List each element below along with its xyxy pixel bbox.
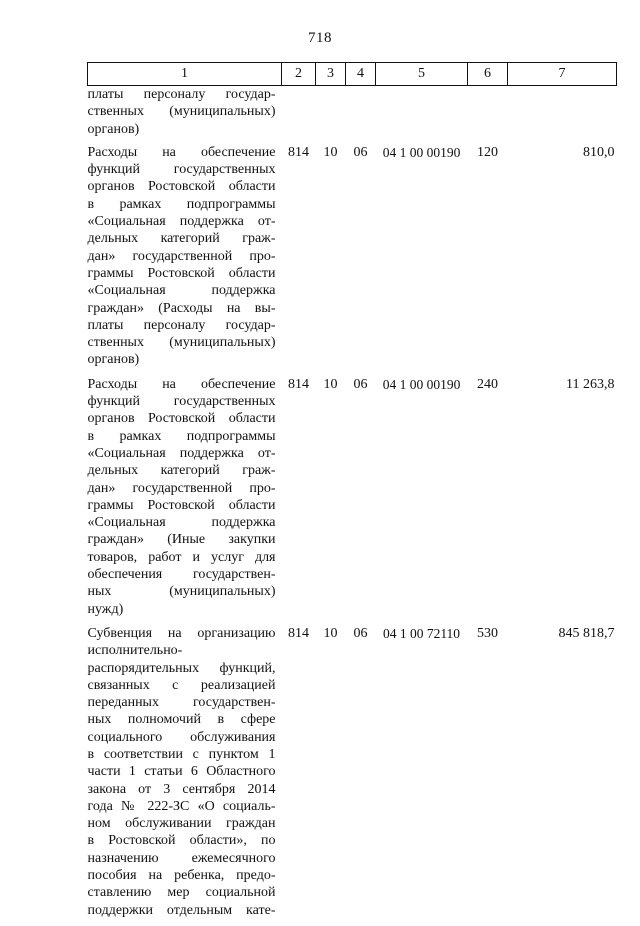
description-line: «Социальная поддержка от- — [87, 214, 276, 230]
description-line: назначению ежемесячного — [87, 850, 276, 866]
admin-code-cell: 814 — [288, 376, 309, 392]
page-number: 718 — [308, 30, 332, 46]
description-line: года № 222-ЗС «О социаль- — [87, 798, 276, 814]
description-line: социального обслуживания — [87, 729, 276, 745]
subsection-cell: 06 — [353, 625, 368, 641]
subsection-cell: 06 — [353, 376, 368, 392]
description-line: граждан» (Иные закупки — [87, 532, 276, 548]
table-row — [88, 625, 617, 926]
section-cell: 10 — [323, 625, 338, 641]
description-line: товаров, работ и услуг для — [87, 549, 276, 565]
description-line: пособия на ребенка, предо- — [87, 868, 276, 884]
description-line: граммы Ростовской области — [87, 265, 276, 281]
description-line: дан» государственной про- — [87, 248, 276, 264]
table-row — [88, 144, 617, 376]
description-line: функций государственных — [87, 394, 276, 410]
column-header: 4 — [346, 63, 376, 86]
table-row-continuation — [88, 86, 617, 144]
description-line: граммы Ростовской области — [87, 497, 276, 513]
description-line: граждан» (Расходы на вы- — [87, 300, 276, 316]
description-line: части 1 статьи 6 Областного — [87, 764, 276, 780]
description-line: в рамках подпрограммы — [87, 196, 276, 212]
description-line: ставлению мер социальной — [87, 885, 276, 901]
description-line: дельных категорий граж- — [87, 231, 276, 247]
row-description — [88, 376, 282, 625]
column-header: 3 — [316, 63, 346, 86]
column-header: 1 — [88, 63, 282, 86]
column-header: 7 — [508, 63, 617, 86]
description-line: Субвенция на организацию — [87, 625, 276, 641]
description-line: в Ростовской области», по — [87, 833, 276, 849]
description-line: «Социальная поддержка от- — [87, 445, 276, 461]
description-line: ных (муниципальных) — [87, 584, 276, 600]
amount-cell: 11 263,8 — [566, 376, 615, 392]
description-line: дан» государственной про- — [87, 480, 276, 496]
expense-type-cell: 240 — [477, 376, 498, 392]
description-line: распорядительных функций, — [87, 660, 276, 676]
description-line: дельных категорий граж- — [87, 463, 276, 479]
expense-type-cell: 120 — [477, 144, 498, 160]
description-line: обеспечения государствен- — [87, 567, 276, 583]
description-line: «Социальная поддержка — [87, 515, 276, 531]
section-cell: 10 — [323, 376, 338, 392]
row-description — [88, 144, 282, 376]
description-line: платы персоналу государ- — [87, 87, 276, 102]
target-article-cell: 04 1 00 00190 — [382, 144, 461, 160]
table-header-row — [88, 63, 617, 86]
target-article-cell: 04 1 00 72110 — [382, 625, 461, 641]
description-line: переданных государствен- — [87, 695, 276, 711]
description-line: Расходы на обеспечение — [87, 376, 276, 392]
expense-type-cell: 530 — [477, 625, 498, 641]
amount-cell: 845 818,7 — [558, 625, 615, 641]
description-line: закона от 3 сентября 2014 — [87, 781, 276, 797]
amount-cell: 810,0 — [583, 144, 615, 160]
subsection-cell: 06 — [353, 144, 368, 160]
row-description — [88, 86, 282, 144]
admin-code-cell: 814 — [288, 625, 309, 641]
description-line: органов Ростовской области — [87, 179, 276, 195]
description-line: ственных (муниципальных) — [87, 104, 276, 120]
description-line: платы персоналу государ- — [87, 317, 276, 333]
description-line: нужд) — [87, 601, 124, 617]
section-cell: 10 — [323, 144, 338, 160]
description-line: исполнительно- — [87, 643, 183, 659]
column-header: 6 — [468, 63, 508, 86]
description-line: связанных с реализацией — [87, 677, 276, 693]
description-line: поддержки отдельным кате- — [87, 902, 276, 918]
row-description — [88, 625, 282, 926]
description-line: органов) — [87, 352, 140, 368]
budget-table — [87, 62, 617, 926]
description-line: органов Ростовской области — [87, 411, 276, 427]
description-line: функций государственных — [87, 162, 276, 178]
description-line: в соответствии с пунктом 1 — [87, 746, 276, 762]
description-line: органов) — [87, 121, 140, 137]
description-line: в рамках подпрограммы — [87, 428, 276, 444]
target-article-cell: 04 1 00 00190 — [382, 376, 461, 392]
description-line: ном обслуживании граждан — [87, 816, 276, 832]
description-line: ственных (муниципальных) — [87, 335, 276, 351]
table-row — [88, 376, 617, 625]
admin-code-cell: 814 — [288, 144, 309, 160]
column-header: 5 — [376, 63, 468, 86]
column-header: 2 — [282, 63, 316, 86]
description-line: Расходы на обеспечение — [87, 144, 276, 160]
description-line: «Социальная поддержка — [87, 283, 276, 299]
description-line: ных полномочий в сфере — [87, 712, 276, 728]
